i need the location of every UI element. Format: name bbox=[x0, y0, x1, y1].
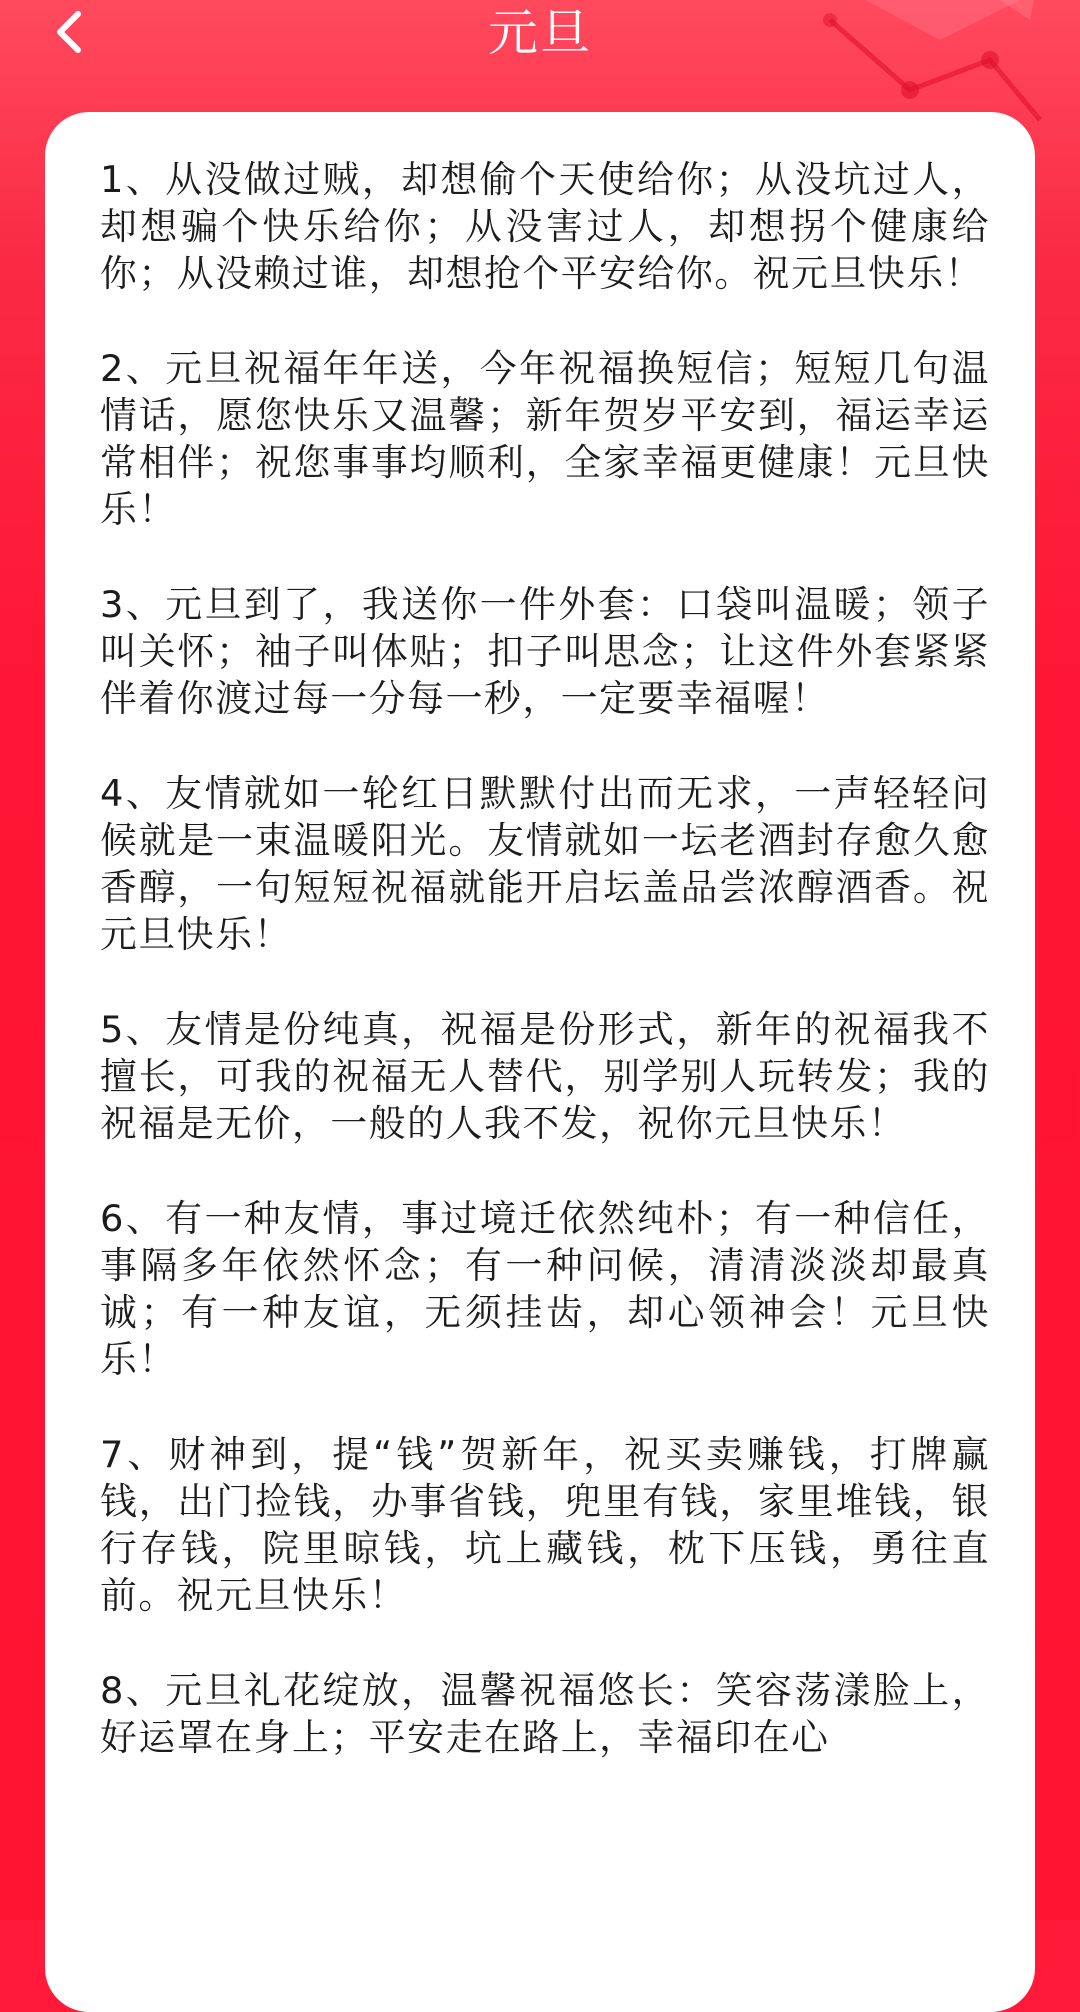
blessing-item-1: 1、从没做过贼，却想偷个天使给你；从没坑过人，却想骗个快乐给你；从没害过人，却想拐个健康给你；从没赖过谁，却想抢个平安给你。祝元旦快乐！ bbox=[100, 158, 990, 295]
blessing-item-4: 4、友情就如一轮红日默默付出而无求，一声轻轻问候就是一束温暖阳光。友情就如一坛老酒封存愈久愈香醇，一句短短祝福就能开启坛盖品尝浓醇酒香。祝元旦快乐！ bbox=[100, 772, 990, 956]
blessing-item-7: 7、财神到，提“钱”贺新年，祝买卖赚钱，打牌赢钱，出门捡钱，办事省钱，兜里有钱，家里堆钱，银行存钱，院里晾钱，坑上藏钱，枕下压钱，勇往直前。祝元旦快乐！ bbox=[100, 1433, 990, 1617]
blessing-item-8: 8、元旦礼花绽放，温馨祝福悠长：笑容荡漾脸上，好运罩在身上；平安走在路上，幸福印在心 bbox=[100, 1669, 990, 1759]
blessing-list bbox=[100, 156, 990, 1809]
blessing-item-6: 6、有一种友情，事过境迁依然纯朴；有一种信任，事隔多年依然怀念；有一种问候，清清淡淡却最真诚；有一种友谊，无须挂齿，却心领神会！元旦快乐！ bbox=[100, 1197, 990, 1381]
page-title: 元旦 bbox=[488, 4, 592, 62]
blessing-item-2: 2、元旦祝福年年送，今年祝福换短信；短短几句温情话，愿您快乐又温馨；新年贺岁平安到，福运幸运常相伴；祝您事事均顺利，全家幸福更健康！元旦快乐！ bbox=[100, 347, 990, 531]
top-bar bbox=[0, 0, 1080, 100]
blessing-item-5: 5、友情是份纯真，祝福是份形式，新年的祝福我不擅长，可我的祝福无人替代，别学别人玩转发；我的祝福是无价，一般的人我不发，祝你元旦快乐！ bbox=[100, 1008, 990, 1145]
blessing-item-3: 3、元旦到了，我送你一件外套：口袋叫温暖；领子叫关怀；袖子叫体贴；扣子叫思念；让这件外套紧紧伴着你渡过每一分每一秒，一定要幸福喔！ bbox=[100, 583, 990, 720]
